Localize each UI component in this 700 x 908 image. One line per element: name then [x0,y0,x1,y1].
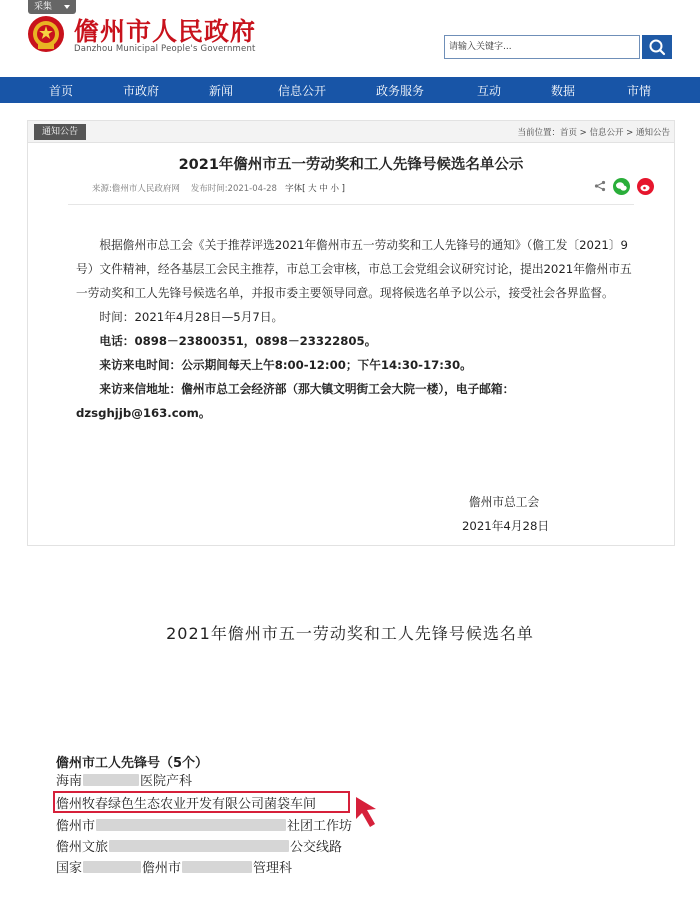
signature-org: 儋州市总工会 [469,495,540,509]
body-time: 时间：2021年4月28日—5月7日。 [99,310,284,324]
list-item [56,836,342,855]
list-item-text: 儋州牧春绿色生态农业开发有限公司菌袋车间 [56,797,317,812]
redacted-text [83,861,141,873]
highlight-box [53,791,350,813]
body-visit-time: 来访来电时间：公示期间每天上午8:00-12:00；下午14:30-17:30。 [99,358,472,372]
list-item-text: 海南 [56,774,83,789]
list-item-text: 儋州市 [142,861,182,876]
share-icon[interactable] [594,180,606,192]
nav-item-news[interactable]: 新闻 [208,83,233,98]
list-item [56,770,192,789]
redacted-text [109,840,289,852]
list-item-text: 管理科 [253,861,293,876]
list-item-text: 国家 [56,861,83,876]
nav-item-info-public[interactable]: 信息公开 [277,83,326,98]
nav-item-data[interactable]: 数据 [550,83,575,98]
body-phone: 电话：0898－23800351，0898－23322805。 [99,334,377,348]
search-icon [642,35,672,59]
wechat-icon[interactable] [613,178,630,195]
category-tag[interactable]: 通知公告 [34,124,86,140]
article-body [76,233,636,425]
divider [68,204,634,205]
font-size-switcher[interactable]: 字体[ 大 中 小 ] [285,184,346,194]
list-item-text: 儋州市 [56,819,96,834]
body-paragraph: 根据儋州市总工会《关于推荐评选2021年儋州市五一劳动奖和工人先锋号的通知》（儋工发〔2021〕9号）文件精神，经各基层工会民主推荐，市总工会审核，市总工会党组会议研究讨论，提出2021年儋州市五一劳动奖和工人先锋号候选名单，并报市委主要领导同意。现将候选名单予以公示，接受社会各界监督。 [76,238,632,300]
list-item-text: 医院产科 [140,774,193,789]
main-nav [0,77,700,103]
site-header [0,0,700,76]
nav-item-government[interactable]: 市政府 [122,83,159,98]
list-item-text: 儋州文旅 [56,840,109,855]
weibo-icon[interactable] [637,178,654,195]
article-card [27,120,675,546]
list-item-text: 社团工作坊 [287,819,353,834]
nav-item-home[interactable]: 首页 [48,83,73,98]
list-item-text: 公交线路 [290,840,343,855]
signature-date: 2021年4月28日 [462,519,550,533]
search-button[interactable] [642,35,672,59]
body-address: 来访来信地址：儋州市总工会经济部（那大镇文明街工会大院一楼），电子邮箱：dzsghjjb@163.com。 [76,382,515,420]
nav-item-city-info[interactable]: 市情 [626,83,651,98]
list-heading: 儋州市工人先锋号（5个） [56,756,209,771]
list-item [56,857,292,876]
national-emblem-icon [26,14,66,54]
search-box [444,35,672,59]
list-item [56,815,352,834]
redacted-text [96,819,286,831]
search-input[interactable]: 请输入关键字... [444,35,640,59]
redacted-text [182,861,252,873]
collect-tab[interactable] [28,0,76,14]
collect-tab-label: 采集 [34,2,53,12]
caret-down-icon [64,5,70,9]
redacted-text [83,774,139,786]
nav-item-interaction[interactable]: 互动 [476,83,501,98]
nav-item-services[interactable]: 政务服务 [375,83,424,98]
site-title[interactable]: 儋州市人民政府 [74,17,257,46]
article-meta [92,182,345,194]
meta-date: 发布时间:2021-04-28 [190,184,277,194]
breadcrumb[interactable]: 当前位置：首页 > 信息公开 > 通知公告 [517,128,670,138]
share-bar [594,177,654,195]
list-title: 2021年儋州市五一劳动奖和工人先锋号候选名单 [166,624,534,643]
meta-source: 来源:儋州市人民政府网 [92,184,180,194]
article-title: 2021年儋州市五一劳动奖和工人先锋号候选名单公示 [178,157,524,173]
site-subtitle: Danzhou Municipal People's Government [74,44,256,54]
pointer-arrow-icon [354,795,390,831]
article-header-bar [28,121,674,143]
